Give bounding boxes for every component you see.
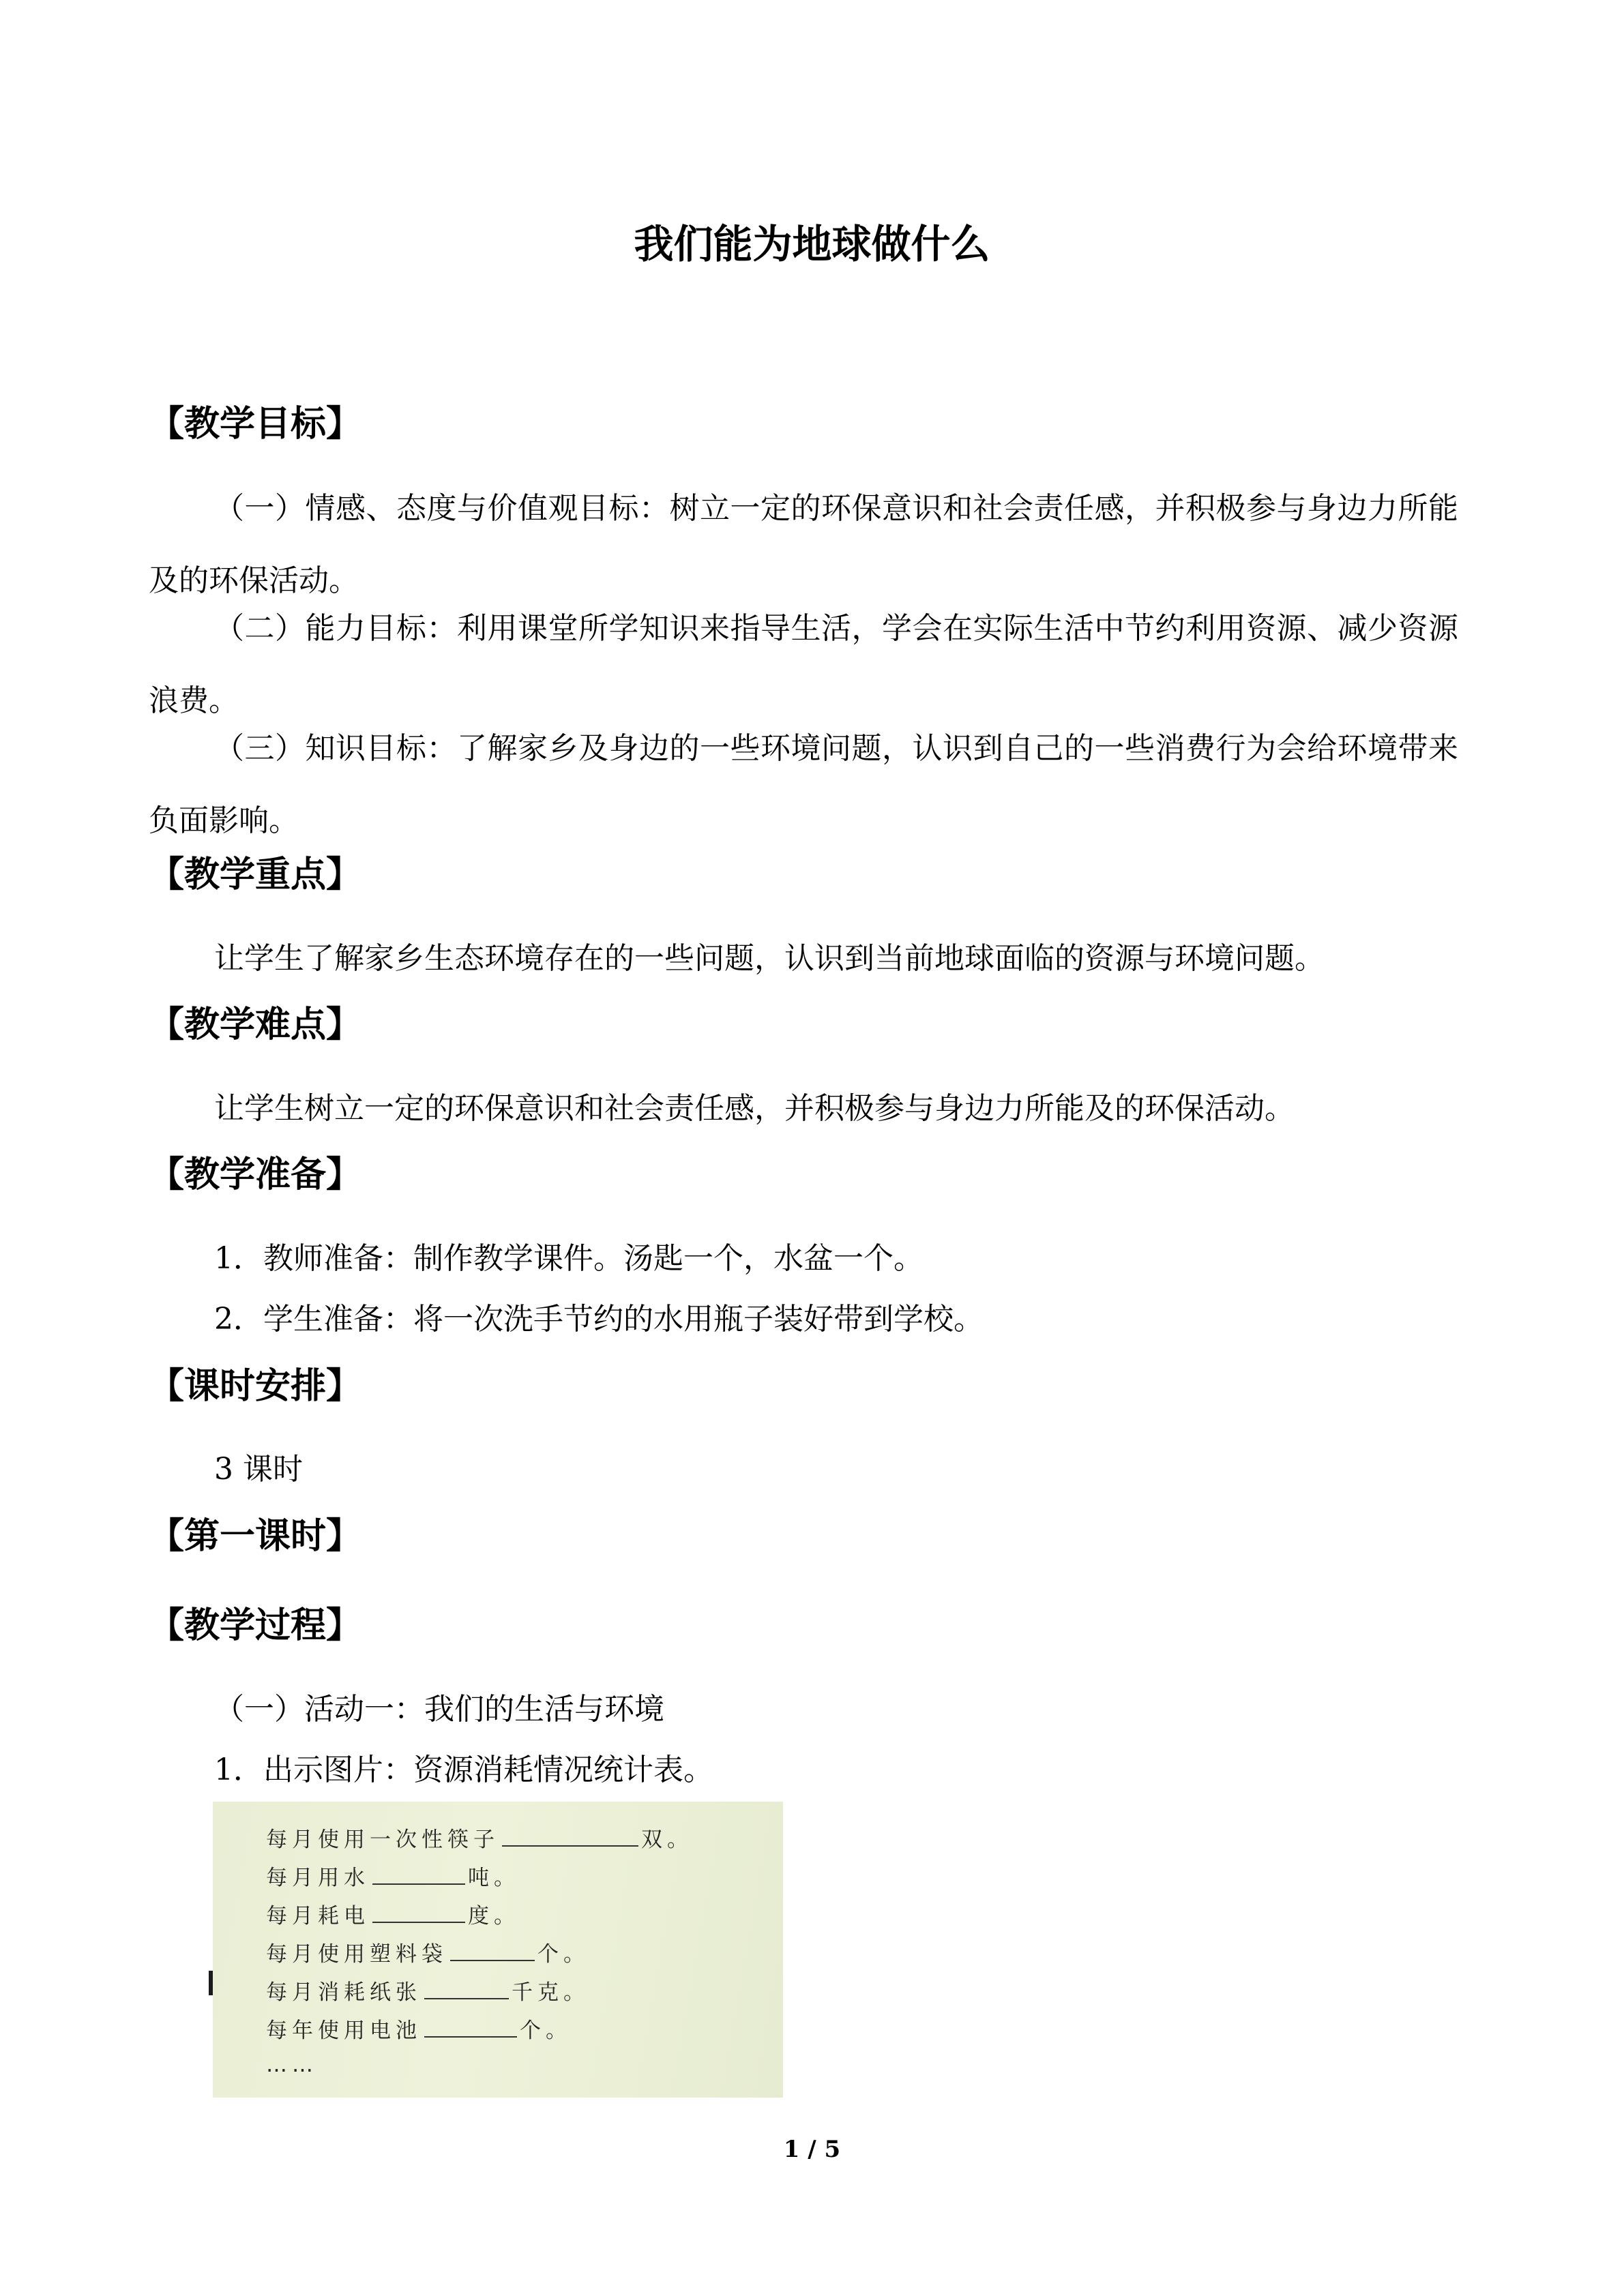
preparation-item-1: 1．教师准备：制作教学课件。汤匙一个，水盆一个。 bbox=[214, 1241, 924, 1276]
fill-blank bbox=[372, 1904, 465, 1923]
section-heading-schedule: 【课时安排】 bbox=[149, 1366, 362, 1407]
row-label: 每月消耗纸张 bbox=[266, 1980, 422, 2005]
preparation-item-2: 2．学生准备：将一次洗手节约的水用瓶子装好带到学校。 bbox=[214, 1302, 984, 1337]
row-unit: 个。 bbox=[537, 1942, 589, 1967]
schedule-text: 3 课时 bbox=[214, 1452, 303, 1487]
section-heading-goals: 【教学目标】 bbox=[149, 404, 362, 445]
table-row bbox=[266, 1979, 589, 2006]
resource-consumption-table-image bbox=[213, 1802, 783, 2098]
row-label: 每月使用塑料袋 bbox=[266, 1942, 447, 1967]
fill-blank bbox=[424, 1980, 509, 1999]
table-row bbox=[266, 1826, 693, 1853]
row-unit: 双。 bbox=[641, 1828, 693, 1852]
step-one-text: 1．出示图片：资源消耗情况统计表。 bbox=[214, 1753, 713, 1787]
fill-blank bbox=[372, 1866, 465, 1885]
goal-paragraph-2: （二）能力目标：利用课堂所学知识来指导生活，学会在实际生活中节约利用资源、减少资源浪费。 bbox=[149, 611, 1458, 718]
row-label: 每月用水 bbox=[266, 1866, 370, 1890]
row-label: 每月耗电 bbox=[266, 1904, 370, 1928]
key-points-text: 让学生了解家乡生态环境存在的一些问题，认识到当前地球面临的资源与环境问题。 bbox=[214, 941, 1325, 976]
row-label: 每年使用电池 bbox=[266, 2018, 422, 2043]
table-row bbox=[266, 1864, 520, 1892]
row-unit: 吨。 bbox=[468, 1866, 520, 1890]
section-heading-process: 【教学过程】 bbox=[149, 1605, 362, 1646]
fill-blank bbox=[450, 1942, 535, 1961]
section-heading-first-lesson: 【第一课时】 bbox=[149, 1516, 362, 1557]
page-number: 1 / 5 bbox=[783, 2136, 841, 2163]
image-edge-mark bbox=[209, 1971, 213, 1995]
table-row bbox=[266, 2017, 572, 2044]
difficulties-text: 让学生树立一定的环保意识和社会责任感，并积极参与身边力所能及的环保活动。 bbox=[214, 1091, 1295, 1126]
activity-one-text: （一）活动一：我们的生活与环境 bbox=[214, 1692, 664, 1727]
section-heading-key-points: 【教学重点】 bbox=[149, 854, 362, 895]
row-unit: 度。 bbox=[468, 1904, 520, 1928]
row-unit: 千克。 bbox=[512, 1980, 589, 2005]
section-heading-difficulties: 【教学难点】 bbox=[149, 1004, 362, 1045]
table-ellipsis: …… bbox=[266, 2053, 318, 2077]
goal-paragraph-1: （一）情感、态度与价值观目标：树立一定的环保意识和社会责任感，并积极参与身边力所能及的环保活动。 bbox=[149, 491, 1458, 598]
table-row bbox=[266, 1903, 520, 1930]
goal-paragraph-3: （三）知识目标：了解家乡及身边的一些环境问题，认识到自己的一些消费行为会给环境带来负面影响。 bbox=[149, 731, 1458, 838]
row-unit: 个。 bbox=[520, 2018, 572, 2043]
row-label: 每月使用一次性筷子 bbox=[266, 1828, 499, 1852]
section-heading-preparation: 【教学准备】 bbox=[149, 1154, 362, 1195]
page-title: 我们能为地球做什么 bbox=[634, 221, 990, 267]
table-row bbox=[266, 1941, 589, 1968]
fill-blank bbox=[502, 1828, 638, 1847]
fill-blank bbox=[424, 2018, 517, 2038]
